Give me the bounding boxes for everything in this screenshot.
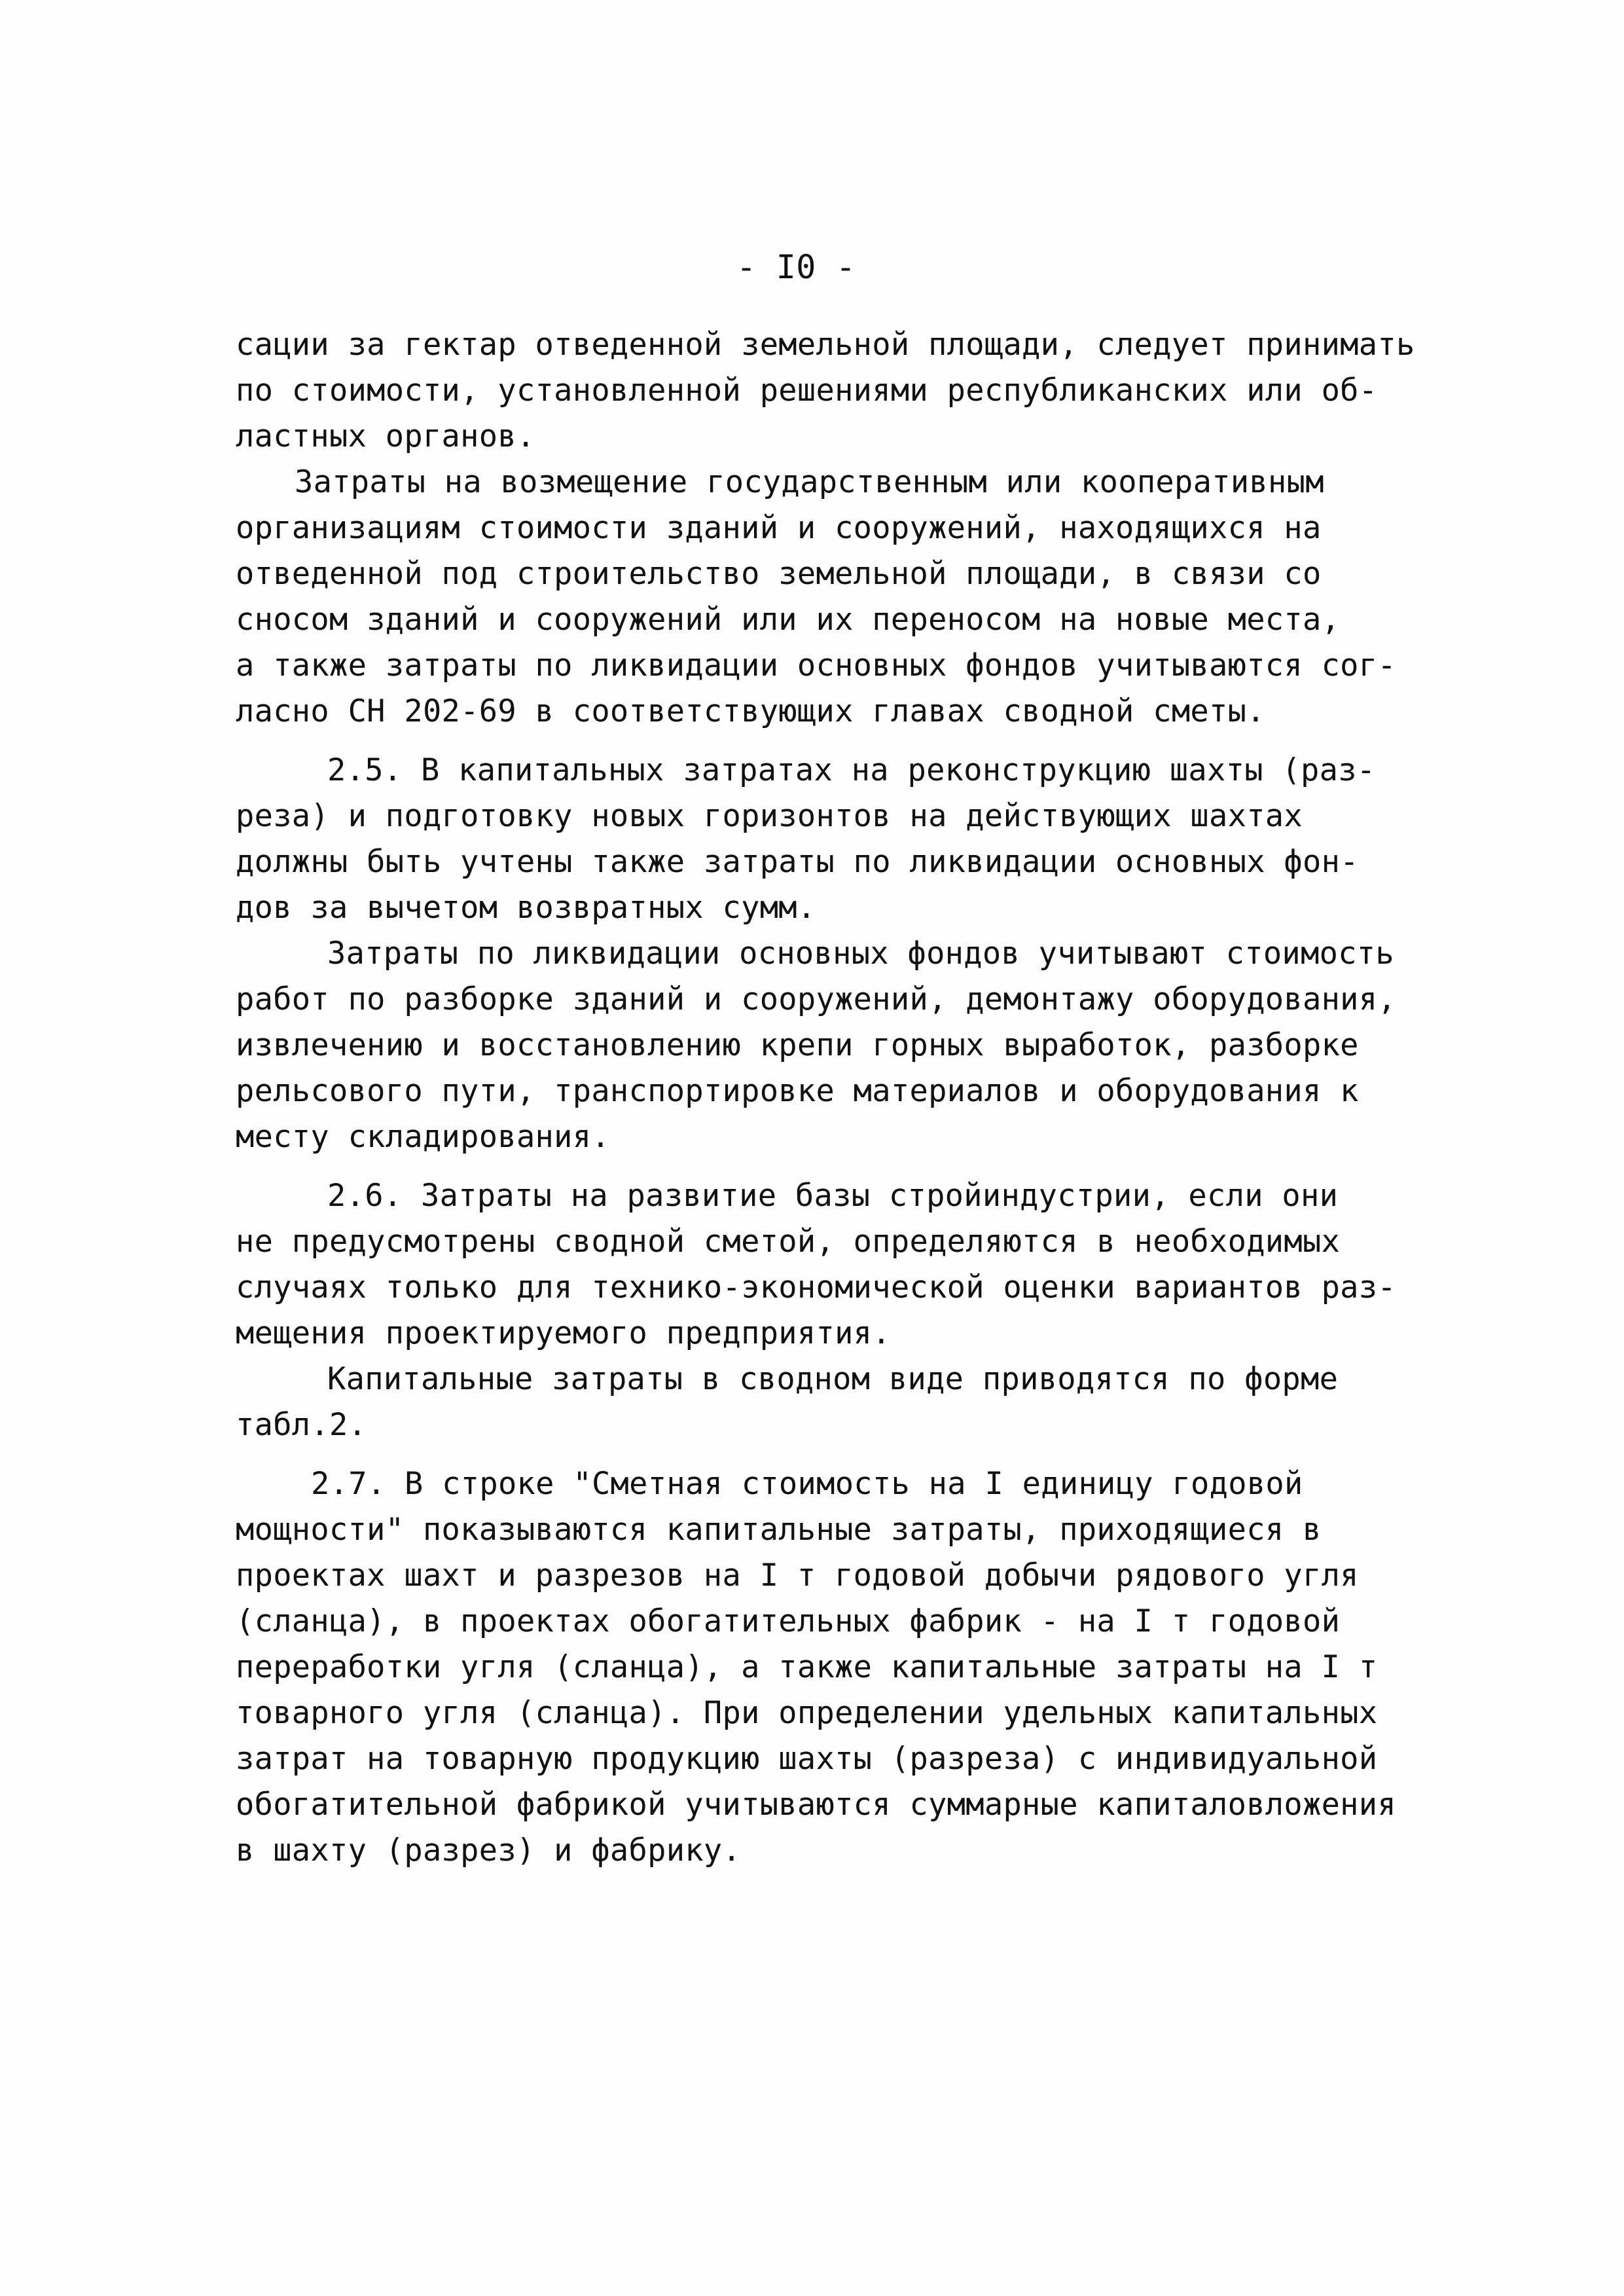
text-line: переработки угля (сланца), а также капитальные затраты на I т — [236, 1649, 1378, 1685]
text-line: мещения проектируемого предприятия. — [236, 1315, 891, 1351]
text-line: Капитальные затраты в сводном виде приводятся по форме — [327, 1361, 1339, 1397]
text-line: отведенной под строительство земельной площади, в связи со — [236, 556, 1322, 592]
text-line: 2.5. В капитальных затратах на реконструкцию шахты (раз- — [327, 752, 1376, 788]
text-line: организациям стоимости зданий и сооружений, находящихся на — [236, 510, 1322, 546]
text-line: в шахту (разрез) и фабрику. — [236, 1832, 742, 1868]
text-line: извлечению и восстановлению крепи горных выработок, разборке — [236, 1027, 1359, 1063]
text-line: товарного угля (сланца). При определении удельных капитальных — [236, 1695, 1378, 1731]
text-line: проектах шахт и разрезов на I т годовой добычи рядового угля — [236, 1558, 1359, 1594]
text-line: 2.6. Затраты на развитие базы стройиндустрии, если они — [327, 1178, 1339, 1214]
text-line: 2.7. В строке "Сметная стоимость на I единицу годовой — [311, 1466, 1303, 1502]
page-number: - I0 - — [736, 248, 856, 286]
text-line: обогатительной фабрикой учитываются суммарные капиталовложения — [236, 1787, 1396, 1823]
text-line: сации за гектар отведенной земельной площади, следует принимать — [236, 327, 1415, 363]
text-line: дов за вычетом возвратных сумм. — [236, 890, 816, 926]
text-line: месту складирования. — [236, 1119, 610, 1155]
text-line: Затраты по ликвидации основных фондов учитывают стоимость — [327, 936, 1394, 972]
text-line: работ по разборке зданий и сооружений, демонтажу оборудования, — [236, 981, 1396, 1017]
text-line: затрат на товарную продукцию шахты (разреза) с индивидуальной — [236, 1741, 1378, 1777]
text-line: (сланца), в проектах обогатительных фабрик - на I т годовой — [236, 1603, 1341, 1639]
text-line: случаях только для технико-экономической оценки вариантов раз- — [236, 1269, 1396, 1305]
text-line: рельсового пути, транспортировке материалов и оборудования к — [236, 1073, 1359, 1109]
text-line: табл.2. — [236, 1407, 367, 1443]
text-line: должны быть учтены также затраты по ликвидации основных фон- — [236, 844, 1359, 880]
text-line: мощности" показываются капитальные затраты, приходящиеся в — [236, 1512, 1322, 1548]
text-line: а также затраты по ликвидации основных фондов учитываются сог- — [236, 647, 1396, 683]
text-line: ластных органов. — [236, 418, 535, 454]
text-line: по стоимости, установленной решениями республиканских или об- — [236, 373, 1378, 409]
text-line: Затраты на возмещение государственным или кооперативным — [295, 464, 1324, 500]
text-line: не предусмотрены сводной сметой, определяются в необходимых — [236, 1224, 1341, 1260]
text-line: сносом зданий и сооружений или их переносом на новые места, — [236, 602, 1341, 638]
text-line: реза) и подготовку новых горизонтов на действующих шахтах — [236, 798, 1303, 834]
text-line: ласно СН 202-69 в соответствующих главах сводной сметы. — [236, 693, 1265, 729]
